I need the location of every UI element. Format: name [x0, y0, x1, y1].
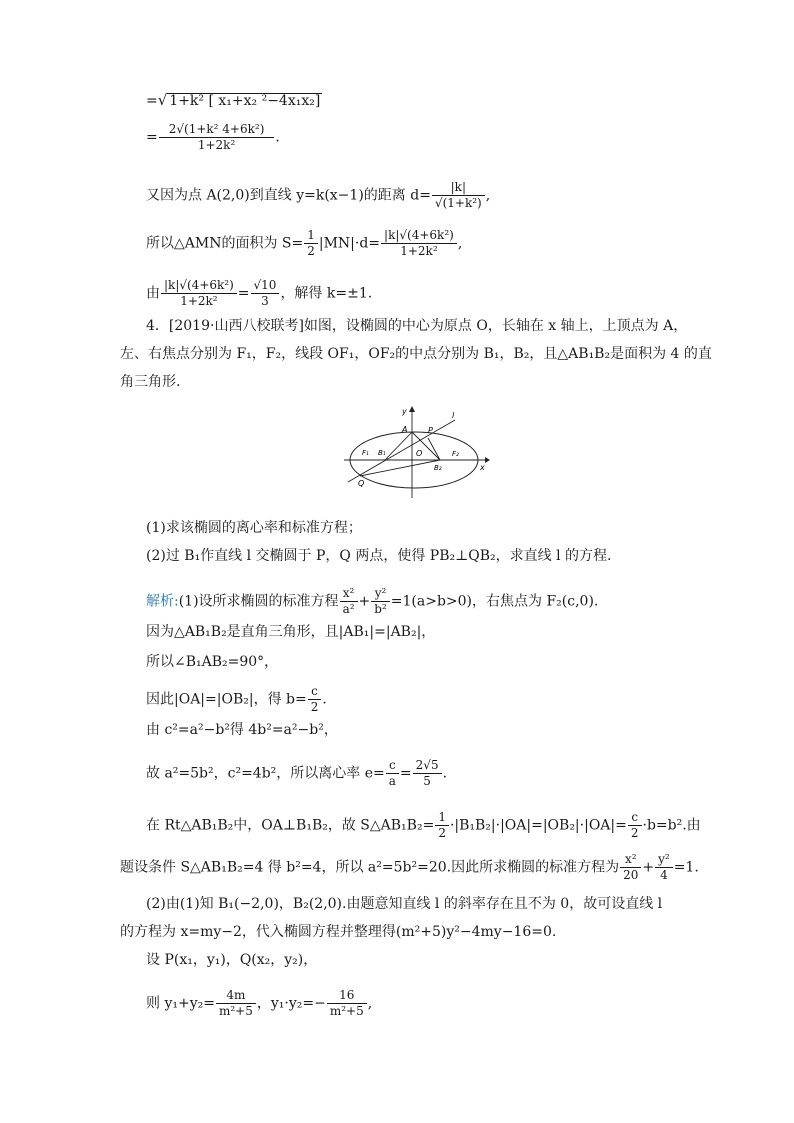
solution-line-8: 题设条件 S△AB₁B₂=4 得 b²=4，所以 a²=5b²=20.因此所求椭圆的标准方程为 $\frac{\text{x²}}{20}$ + $\frac{\text{y²}}{4}$ =1.	[120, 852, 699, 882]
sum-fraction: $\frac{4m}{\text{m²+5}}$	[216, 988, 256, 1019]
y-term-fraction: $\frac{\text{y²}}{4}$	[655, 852, 673, 883]
point-F1-label: F₁	[362, 449, 369, 457]
half-fraction: $\frac{1}{2}$	[435, 810, 449, 841]
derivation-line-4: 所以△AMN的面积为 S= $\frac{1}{2}$ |MN|·d= $\frac{\text{|k|√(4+6k²)}}{\text{1+2k²}}$ ,	[146, 228, 463, 258]
derivation-line-2: = $\frac{\text{2√(1+k² 4+6k²)}}{\text{1+2k²}}$ .	[146, 122, 280, 152]
e-fraction: $\frac{c}{a}$	[386, 758, 399, 789]
point-P-label: P	[428, 426, 433, 435]
segment-AB1	[385, 432, 412, 460]
product-fraction: $\frac{16}{\text{m²+5}}$	[327, 988, 367, 1019]
derivation-line-5: 由 $\frac{\text{|k|√(4+6k²)}}{\text{1+2k²}}$ = $\frac{√10}{3}$ ，解得 k=±1.	[146, 278, 373, 308]
solution-line-5: 由 c²=a²−b²得 4b²=a²−b²，	[146, 722, 338, 738]
result-fraction: $\frac{√10}{3}$	[251, 278, 280, 309]
derivation-line-3: 又因为点 A(2,0)到直线 y=k(x−1)的距离 d= $\frac{|k|}{\text{√(1+k²)}}$ ,	[146, 180, 491, 210]
e-value-fraction: $\frac{2√5}{5}$	[413, 758, 442, 789]
x-term-fraction: $\frac{\text{x²}}{\text{a²}}$	[340, 586, 358, 617]
problem-4-line-2: 左、右焦点分别为 F₁，F₂，线段 OF₁，OF₂的中点分别为 B₁，B₂，且△AB₁B₂是面积为 4 的直	[120, 346, 712, 362]
sqrt-icon: √	[157, 91, 168, 109]
distance-fraction: $\frac{|k|}{\text{√(1+k²)}}$	[432, 180, 485, 211]
b-fraction: $\frac{c}{2}$	[308, 684, 322, 715]
area-fraction: $\frac{\text{|k|√(4+6k²)}}{\text{1+2k²}}$	[381, 228, 457, 259]
solution-line-3: 所以∠B₁AB₂=90°，	[146, 654, 279, 670]
x-axis-arrow-icon	[485, 457, 490, 463]
solution-line-12: 则 y₁+y₂= $\frac{4m}{\text{m²+5}}$ ，y₁·y₂=− $\frac{16}{\text{m²+5}}$ ,	[146, 988, 373, 1018]
solution-line-9: (2)由(1)知 B₁(−2,0)，B₂(2,0).由题意知直线 l 的斜率存在且不为 0，故可设直线 l	[146, 896, 663, 912]
derivation-line-1	[146, 90, 322, 111]
solution-label: 解析:	[146, 593, 179, 610]
problem-4-line-3: 角三角形.	[120, 374, 181, 390]
segment-PB2	[428, 438, 440, 460]
solution-line-6: 故 a²=5b²，c²=4b²，所以离心率 e= $\frac{c}{a}$ = $\frac{2√5}{5}$ .	[146, 758, 448, 788]
y-axis-arrow-icon	[409, 406, 415, 412]
point-O-label: O	[416, 449, 423, 458]
solution-line-1: 解析:(1)设所求椭圆的标准方程 $\frac{\text{x²}}{\text{a²}}$ + $\frac{\text{y²}}{\text{b²}}$ =1(a>b>0)，右焦点为 F₂(c,0).	[146, 586, 599, 616]
point-A-label: A	[402, 425, 408, 434]
solution-line-11: 设 P(x₁，y₁)，Q(x₂，y₂)，	[146, 952, 318, 968]
ellipse-figure	[340, 400, 500, 500]
problem-4-line-1: 4．[2019·山西八校联考]如图，设椭圆的中心为原点 O，长轴在 x 轴上，上顶点为 A，	[146, 318, 688, 334]
solution-line-2: 因为△AB₁B₂是直角三角形，且|AB₁|=|AB₂|，	[146, 624, 436, 640]
x-axis-label: x	[480, 463, 485, 472]
point-F2-label: F₂	[452, 450, 459, 458]
solution-line-7: 在 Rt△AB₁B₂中，OA⊥B₁B₂，故 S△AB₁B₂= $\frac{1}{2}$ ·|B₁B₂|·|OA|=|OB₂|·|OA|= $\frac{c}{2}$ ·b=b².由	[146, 810, 701, 840]
question-1: (1)求该椭圆的离心率和标准方程；	[146, 520, 362, 536]
question-2: (2)过 B₁作直线 l 交椭圆于 P，Q 两点，使得 PB₂⊥QB₂，求直线 l 的方程.	[146, 548, 612, 564]
equals-sign: =	[146, 129, 158, 146]
line-l-label: l	[452, 411, 455, 420]
fraction: $\frac{\text{2√(1+k² 4+6k²)}}{\text{1+2k²}}$	[159, 122, 275, 153]
solution-line-4: 因此|OA|=|OB₂|，得 b= $\frac{c}{2}$ .	[146, 684, 327, 714]
area-fraction: $\frac{\text{|k|√(4+6k²)}}{\text{1+2k²}}$	[161, 278, 237, 309]
point-Q-label: Q	[358, 479, 365, 488]
x-term-fraction: $\frac{\text{x²}}{20}$	[620, 852, 641, 883]
point-B2-label: B₂	[434, 464, 442, 472]
radicand: 1+k² [ x₁+x₂ ²−4x₁x₂]	[169, 93, 321, 109]
y-axis-label: y	[402, 407, 407, 416]
half-fraction: $\frac{1}{2}$	[304, 228, 318, 259]
y-term-fraction: $\frac{\text{y²}}{\text{b²}}$	[371, 586, 390, 617]
point-B1-label: B₁	[378, 449, 386, 457]
equals-sign: =	[146, 93, 158, 109]
solution-line-10: 的方程为 x=my−2，代入椭圆方程并整理得(m²+5)y²−4my−16=0.	[120, 924, 557, 940]
c-half-fraction: $\frac{c}{2}$	[628, 810, 642, 841]
